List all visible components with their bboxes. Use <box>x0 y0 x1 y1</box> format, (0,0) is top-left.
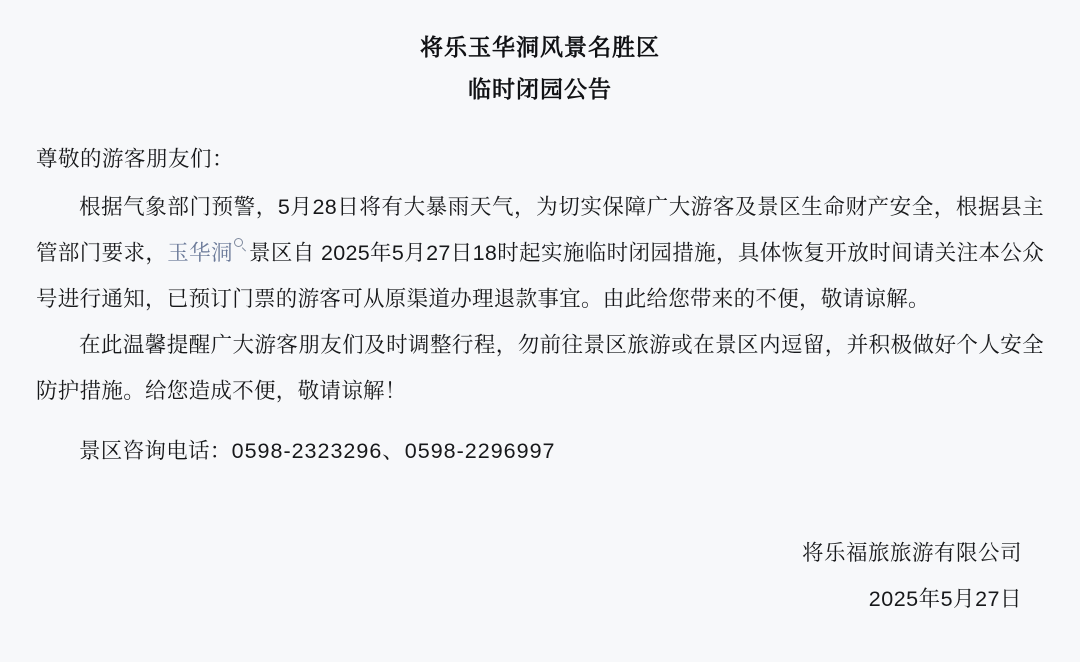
signature-block <box>36 530 1044 622</box>
search-icon[interactable] <box>234 238 248 252</box>
paragraph-1-after-keyword: 景区自 2025年5月27日18时起实施临时闭园措施，具体恢复开放时间请关注本公众号进行通知，已预订门票的游客可从原渠道办理退款事宜。由此给您带来的不便，敬请谅解。 <box>36 241 1044 311</box>
paragraph-1 <box>36 184 1044 322</box>
signature-org: 将乐福旅旅游有限公司 <box>801 541 1022 565</box>
title-line-1: 将乐玉华洞风景名胜区 <box>420 34 660 60</box>
paragraph-2: 在此温馨提醒广大游客朋友们及时调整行程，勿前往景区旅游或在景区内逗留，并积极做好个人安全防护措施。给您造成不便，敬请谅解！ <box>36 333 1044 403</box>
contact-label: 景区咨询电话： <box>79 439 232 463</box>
signature-date: 2025年5月27日 <box>868 587 1022 611</box>
title-line-2: 临时闭园公告 <box>468 76 612 102</box>
contact-numbers: 0598-2323296、0598-2296997 <box>231 439 556 463</box>
document-title <box>36 26 1044 110</box>
paragraph-1-before-keyword: 根据气象部门预警，5月28日将有大暴雨天气，为切实保障广大游客及景区生命财产安全，根据县主管部门要求， <box>36 195 1044 265</box>
salutation: 尊敬的游客朋友们： <box>36 147 235 171</box>
keyword-link-yuhuadong[interactable]: 玉华洞 <box>167 241 233 265</box>
document-body <box>36 136 1044 474</box>
contact-line <box>36 428 1044 474</box>
